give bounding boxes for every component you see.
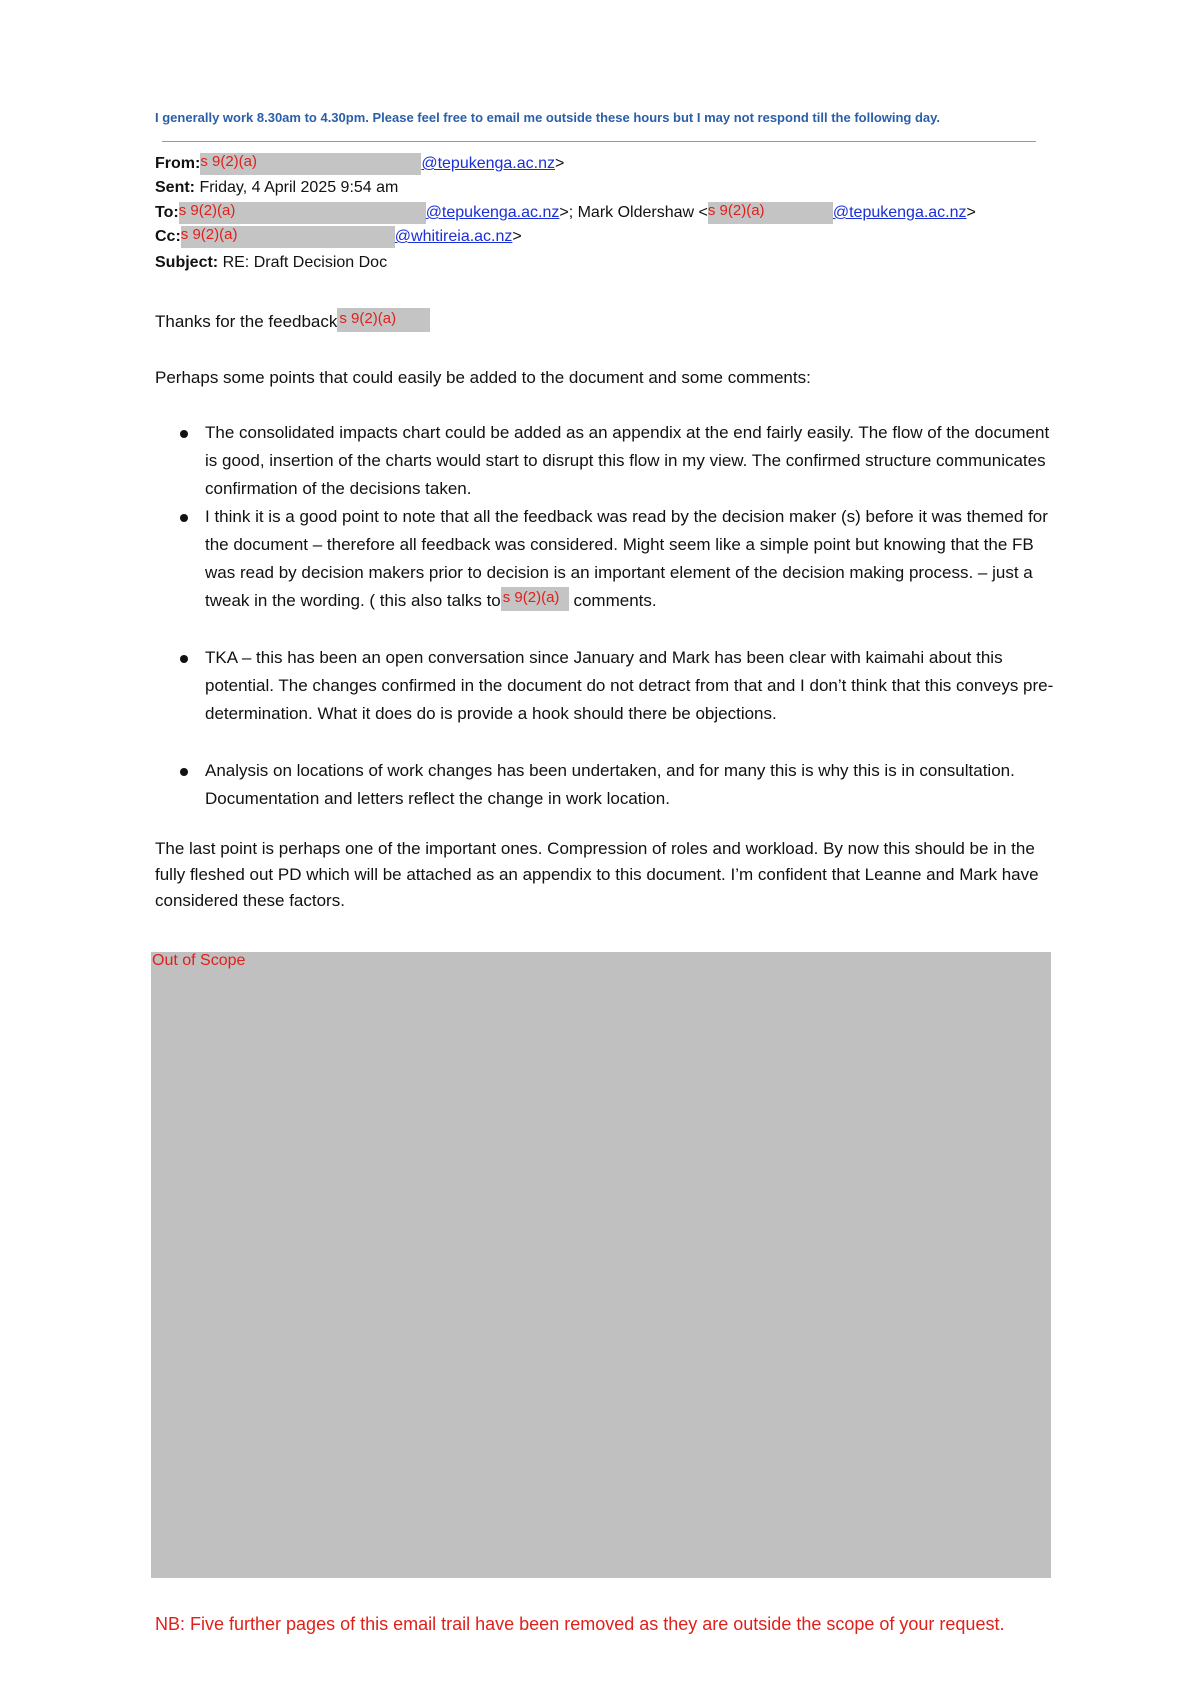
intro-paragraph: Perhaps some points that could easily be added to the document and some comments: — [155, 368, 811, 387]
point-text: I think it is a good point to note that all the feedback was read by the decision maker (s) before it was themed for the document – therefore all feedback was considered. Might seem like a simple point but knowing that the FB was read by decision makers prior to decision is an important element of the decision making process. – just a tweak in the wording. ( this also talks to — [205, 507, 1048, 610]
point-text: Analysis on locations of work changes has been undertaken, and for many this is why this is in consultation. Documentation and letters reflect the change in work location. — [205, 761, 1015, 808]
point-text: The consolidated impacts chart could be added as an appendix at the end fairly easily. The flow of the document is good, insertion of the charts would start to disrupt this flow in my view. The confirmed structure communicates confirmation of the decisions taken. — [205, 423, 1050, 498]
out-of-scope-label: Out of Scope — [152, 952, 246, 969]
point2-tail: comments. — [568, 591, 657, 610]
from-redaction: s 9(2)(a) — [200, 153, 421, 175]
from-label: From: — [155, 155, 201, 172]
bullet-icon — [180, 514, 188, 522]
sent-line — [155, 177, 398, 199]
greeting — [155, 308, 1055, 336]
list-item — [155, 757, 1055, 813]
greeting-text: Thanks for the feedback — [155, 312, 338, 331]
to-label: To: — [155, 204, 179, 221]
bullet-icon — [180, 430, 188, 438]
cc-close: > — [512, 228, 522, 245]
to-redaction: s 9(2)(a) — [179, 202, 426, 224]
list-item — [155, 503, 1055, 615]
bullet-icon — [180, 768, 188, 776]
sent-label: Sent: — [155, 179, 195, 196]
to-close: > — [966, 204, 976, 221]
working-hours-notice: I generally work 8.30am to 4.30pm. Please feel free to email me outside these hours but I may not respond till the following day. — [155, 110, 941, 125]
closing-paragraph: The last point is perhaps one of the important ones. Compression of roles and workload. By now this should be in the fully fleshed out PD which will be attached as an appendix to this document. I’m confident that Leanne and Mark have considered these factors. — [155, 839, 1039, 910]
subject-label: Subject: — [155, 254, 219, 271]
cc-redaction: s 9(2)(a) — [181, 226, 395, 248]
to-mid: >; Mark Oldershaw < — [559, 204, 708, 221]
cc-line — [155, 226, 522, 248]
points-list — [155, 419, 1055, 813]
subject-value: RE: Draft Decision Doc — [218, 254, 388, 271]
to-line — [155, 202, 976, 224]
nb-note: NB: Five further pages of this email trail have been removed as they are outside the scope of your request. — [155, 1614, 1005, 1634]
from-email-link[interactable]: @tepukenga.ac.nz — [421, 155, 555, 172]
to-email-link[interactable]: @tepukenga.ac.nz — [425, 204, 560, 221]
to-redaction-2: s 9(2)(a) — [708, 202, 833, 224]
subject-line — [155, 252, 387, 274]
sent-value: Friday, 4 April 2025 9:54 am — [195, 179, 399, 196]
from-close: > — [555, 155, 565, 172]
to-email-link-2[interactable]: @tepukenga.ac.nz — [832, 204, 967, 221]
point2-redaction: s 9(2)(a) — [501, 587, 569, 611]
bullet-icon — [180, 655, 188, 663]
from-line — [155, 153, 564, 175]
cc-email-link[interactable]: @whitireia.ac.nz — [394, 228, 513, 245]
greeting-redaction: s 9(2)(a) — [337, 308, 430, 332]
out-of-scope-redaction — [151, 952, 1051, 1578]
list-item — [155, 419, 1055, 503]
divider — [162, 141, 1036, 142]
point-text: TKA – this has been an open conversation since January and Mark has been clear with kaimahi about this potential. The changes confirmed in the document do not detract from that and I don’t think that this conveys pre-determination. What it does do is provide a hook should there be objections. — [205, 648, 1054, 723]
list-item — [155, 644, 1055, 728]
cc-label: Cc: — [155, 228, 181, 245]
